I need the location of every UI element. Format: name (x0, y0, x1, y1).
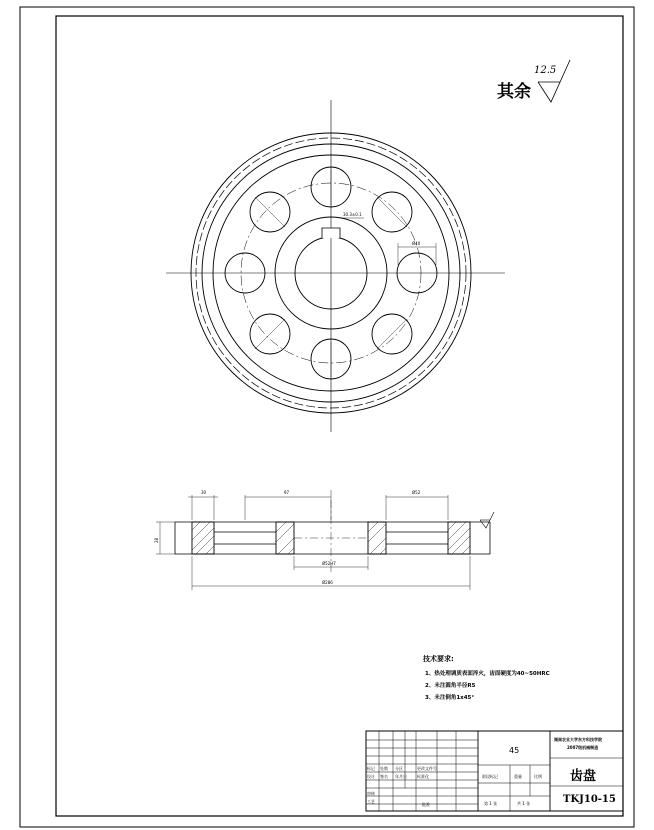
svg-text:处数: 处数 (380, 766, 388, 771)
part-name: 齿盘 (570, 769, 597, 784)
roughness-value: 12.5 (534, 65, 557, 76)
bore-dimension: Ø52H7 (322, 561, 336, 566)
width-mid-dimension: 97 (284, 490, 290, 495)
weight-label: 重量 (514, 774, 522, 779)
roughness-prefix: 其余 (497, 82, 531, 102)
surface-roughness-note (497, 60, 570, 102)
svg-text:设计: 设计 (367, 774, 375, 779)
inner-border (56, 16, 623, 816)
svg-text:工艺: 工艺 (367, 799, 375, 804)
svg-text:标记: 标记 (367, 766, 375, 771)
keyway-dimension: 30.3±0.1 (343, 212, 362, 217)
scale-label: 比例 (534, 774, 542, 779)
svg-text:更改文件号: 更改文件号 (417, 766, 437, 771)
width-right-dimension: Ø52 (412, 490, 421, 495)
class-name: 2007级机械制造 (567, 745, 599, 750)
keyway (322, 228, 340, 238)
svg-text:分区: 分区 (395, 766, 403, 771)
outer-diameter-dimension: Ø286 (322, 580, 333, 585)
title-block-text (367, 736, 616, 807)
svg-text:签名: 签名 (380, 774, 388, 779)
page-text: 第 1 张 (484, 801, 498, 806)
school-name: 湖南农业大学东方科技学院 (554, 737, 602, 742)
outer-border (20, 7, 634, 827)
svg-text:批准: 批准 (422, 802, 430, 807)
svg-text:审核: 审核 (367, 791, 375, 796)
tech-title: 技术要求: (423, 655, 454, 663)
sheet-text: 共 1 张 (517, 801, 531, 806)
svg-text:年月日: 年月日 (395, 774, 407, 779)
technical-requirements (422, 654, 550, 701)
drawing-number: TKJ10-15 (563, 794, 616, 805)
thickness-dimension: 28 (154, 537, 159, 543)
width-left-dimension: 30 (201, 490, 207, 495)
front-view (166, 100, 505, 432)
hole-diameter-dimension: Ø40 (412, 241, 421, 246)
svg-text:标准化: 标准化 (417, 774, 429, 779)
tech-item-2: 2、未注圆角半径R5 (425, 683, 476, 689)
stage-label: 阶段标记 (482, 774, 498, 779)
material: 45 (509, 746, 520, 755)
tech-item-3: 3、未注倒角1x45° (425, 695, 475, 701)
tech-item-1: 1、热处理调质表面淬火，齿面硬度为40~50HRC (425, 671, 550, 677)
section-view (156, 490, 494, 590)
